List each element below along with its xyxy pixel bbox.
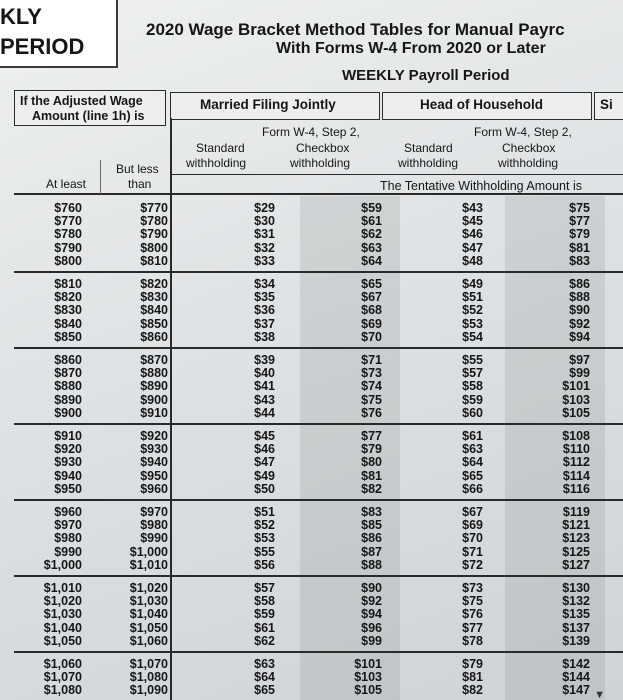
married-checkbox-cell: $69 bbox=[361, 316, 382, 331]
at-least-cell: $1,010 bbox=[43, 581, 82, 595]
table-row bbox=[0, 684, 623, 697]
hoh-standard-cell: $52 bbox=[462, 303, 483, 318]
hoh-form-label: Form W-4, Step 2, bbox=[474, 125, 572, 139]
wage-header-line-2: Amount (line 1h) is bbox=[32, 109, 145, 123]
married-standard-cell: $32 bbox=[254, 240, 275, 255]
but-less-than-cell: $980 bbox=[140, 518, 168, 533]
married-checkbox-cell: $77 bbox=[361, 429, 382, 443]
table-row bbox=[0, 519, 623, 532]
married-standard-cell: $57 bbox=[254, 581, 275, 595]
but-less-than-cell: $770 bbox=[140, 201, 168, 215]
hoh-standard-cell: $81 bbox=[462, 670, 483, 685]
but-less-than-cell: $1,020 bbox=[129, 581, 168, 595]
married-checkbox-cell: $105 bbox=[354, 683, 382, 698]
hoh-checkbox-cell: $123 bbox=[562, 531, 590, 546]
hoh-checkbox-withholding-label: withholding bbox=[498, 156, 559, 170]
but-less-than-cell: $1,090 bbox=[129, 683, 168, 698]
married-standard-cell: $50 bbox=[254, 481, 275, 496]
table-title: 2020 Wage Bracket Method Tables for Manual Payrc bbox=[146, 20, 565, 39]
hoh-standard-cell: $66 bbox=[462, 481, 483, 496]
hoh-standard-cell: $77 bbox=[462, 620, 483, 635]
hoh-standard-cell: $72 bbox=[462, 557, 483, 572]
married-checkbox-cell: $82 bbox=[361, 481, 382, 496]
but-less-than-cell: $1,000 bbox=[129, 544, 168, 559]
hoh-standard-cell: $70 bbox=[462, 531, 483, 546]
hoh-checkbox-cell: $77 bbox=[569, 214, 590, 229]
married-standard-label: Standard bbox=[196, 141, 245, 155]
married-standard-cell: $46 bbox=[254, 442, 275, 457]
table-subtitle: With Forms W-4 From 2020 or Later bbox=[276, 40, 546, 57]
married-checkbox-cell: $63 bbox=[361, 240, 382, 255]
table-row bbox=[0, 394, 623, 407]
married-standard-cell: $30 bbox=[254, 214, 275, 229]
hoh-checkbox-cell: $127 bbox=[562, 557, 590, 572]
married-checkbox-cell: $92 bbox=[361, 594, 382, 609]
married-checkbox-cell: $59 bbox=[361, 201, 382, 215]
hoh-checkbox-cell: $75 bbox=[569, 201, 590, 215]
but-less-than-cell: $890 bbox=[140, 379, 168, 394]
but-less-than-cell: $970 bbox=[140, 505, 168, 519]
but-less-than-cell: $940 bbox=[140, 455, 168, 470]
hoh-checkbox-cell: $99 bbox=[569, 366, 590, 381]
married-checkbox-cell: $79 bbox=[361, 442, 382, 457]
hoh-standard-cell: $49 bbox=[462, 277, 483, 291]
corner-line-1: KLY bbox=[0, 4, 42, 29]
but-less-than-cell: $820 bbox=[140, 277, 168, 291]
but-less-than-cell: $1,010 bbox=[129, 557, 168, 572]
married-checkbox-cell: $88 bbox=[361, 557, 382, 572]
married-checkbox-cell: $75 bbox=[361, 392, 382, 407]
married-standard-cell: $65 bbox=[254, 683, 275, 698]
hoh-standard-cell: $71 bbox=[462, 544, 483, 559]
hoh-checkbox-label: Checkbox bbox=[502, 141, 556, 155]
table-row bbox=[0, 671, 623, 684]
but-less-than-cell: $830 bbox=[140, 290, 168, 305]
married-checkbox-label: Checkbox bbox=[296, 141, 350, 155]
hoh-standard-cell: $75 bbox=[462, 594, 483, 609]
table-row bbox=[0, 278, 623, 291]
payroll-period-title: WEEKLY Payroll Period bbox=[342, 67, 510, 84]
at-least-cell: $830 bbox=[54, 303, 82, 318]
married-checkbox-cell: $94 bbox=[361, 607, 382, 622]
table-row bbox=[0, 546, 623, 559]
at-least-cell: $910 bbox=[54, 429, 82, 443]
hoh-checkbox-cell: $97 bbox=[569, 353, 590, 367]
married-checkbox-cell: $65 bbox=[361, 277, 382, 291]
married-standard-cell: $62 bbox=[254, 633, 275, 648]
married-checkbox-withholding-label: withholding bbox=[290, 156, 351, 170]
at-least-cell: $900 bbox=[54, 405, 82, 420]
married-checkbox-cell: $80 bbox=[361, 455, 382, 470]
but-less-than-cell: $950 bbox=[140, 468, 168, 483]
hoh-standard-cell: $73 bbox=[462, 581, 483, 595]
hoh-checkbox-cell: $110 bbox=[562, 442, 590, 457]
tentative-amount-label: The Tentative Withholding Amount is bbox=[380, 179, 582, 193]
but-less-than-cell: $910 bbox=[140, 405, 168, 420]
married-standard-cell: $55 bbox=[254, 544, 275, 559]
group-divider bbox=[14, 651, 623, 653]
at-least-cell: $840 bbox=[54, 316, 82, 331]
but-less-than-cell: $930 bbox=[140, 442, 168, 457]
hoh-checkbox-cell: $101 bbox=[562, 379, 590, 394]
married-standard-cell: $44 bbox=[254, 405, 275, 420]
at-least-cell: $1,080 bbox=[43, 683, 82, 698]
table-row bbox=[0, 215, 623, 228]
table-row bbox=[0, 255, 623, 268]
table-row bbox=[0, 228, 623, 241]
but-less-than-cell: $1,030 bbox=[129, 594, 168, 609]
but-less-than-cell: $880 bbox=[140, 366, 168, 381]
wage-column-divider bbox=[100, 160, 101, 194]
at-least-cell: $960 bbox=[54, 505, 82, 519]
hoh-standard-cell: $59 bbox=[462, 392, 483, 407]
hoh-standard-cell: $76 bbox=[462, 607, 483, 622]
but-less-than-cell: $900 bbox=[140, 392, 168, 407]
married-checkbox-cell: $74 bbox=[361, 379, 382, 394]
married-standard-cell: $36 bbox=[254, 303, 275, 318]
at-least-label: At least bbox=[46, 177, 87, 191]
scroll-down-icon[interactable]: ▼ bbox=[594, 689, 605, 700]
hoh-checkbox-cell: $125 bbox=[562, 544, 590, 559]
at-least-cell: $890 bbox=[54, 392, 82, 407]
table-row bbox=[0, 622, 623, 635]
married-checkbox-cell: $73 bbox=[361, 366, 382, 381]
hoh-checkbox-cell: $90 bbox=[569, 303, 590, 318]
married-standard-cell: $40 bbox=[254, 366, 275, 381]
at-least-cell: $820 bbox=[54, 290, 82, 305]
hoh-standard-cell: $69 bbox=[462, 518, 483, 533]
married-standard-cell: $63 bbox=[254, 657, 275, 671]
hoh-checkbox-cell: $81 bbox=[569, 240, 590, 255]
married-standard-cell: $45 bbox=[254, 429, 275, 443]
but-less-than-cell: $1,080 bbox=[129, 670, 168, 685]
married-checkbox-cell: $70 bbox=[361, 329, 382, 344]
hoh-standard-cell: $78 bbox=[462, 633, 483, 648]
at-least-cell: $810 bbox=[54, 277, 82, 291]
at-least-cell: $1,030 bbox=[43, 607, 82, 622]
table-row bbox=[0, 443, 623, 456]
table-row bbox=[0, 506, 623, 519]
table-row bbox=[0, 242, 623, 255]
hoh-checkbox-cell: $142 bbox=[562, 657, 590, 671]
hoh-standard-cell: $47 bbox=[462, 240, 483, 255]
married-checkbox-cell: $103 bbox=[354, 670, 382, 685]
but-less-than-cell: $850 bbox=[140, 316, 168, 331]
group-divider bbox=[14, 423, 623, 425]
at-least-cell: $1,050 bbox=[43, 633, 82, 648]
table-row bbox=[0, 367, 623, 380]
group-divider bbox=[14, 347, 623, 349]
married-standard-cell: $51 bbox=[254, 505, 275, 519]
hoh-standard-cell: $48 bbox=[462, 253, 483, 268]
married-checkbox-cell: $90 bbox=[361, 581, 382, 595]
married-standard-cell: $52 bbox=[254, 518, 275, 533]
table-row bbox=[0, 608, 623, 621]
married-checkbox-cell: $85 bbox=[361, 518, 382, 533]
but-less-label: But less bbox=[116, 162, 159, 176]
at-least-cell: $950 bbox=[54, 481, 82, 496]
at-least-cell: $1,060 bbox=[43, 657, 82, 671]
hoh-standard-cell: $45 bbox=[462, 214, 483, 229]
hoh-checkbox-cell: $86 bbox=[569, 277, 590, 291]
hoh-standard-cell: $65 bbox=[462, 468, 483, 483]
at-least-cell: $780 bbox=[54, 227, 82, 242]
at-least-cell: $870 bbox=[54, 366, 82, 381]
but-less-than-cell: $810 bbox=[140, 253, 168, 268]
married-standard-cell: $58 bbox=[254, 594, 275, 609]
hoh-checkbox-cell: $114 bbox=[562, 468, 590, 483]
at-least-cell: $800 bbox=[54, 253, 82, 268]
married-standard-cell: $33 bbox=[254, 253, 275, 268]
at-least-cell: $970 bbox=[54, 518, 82, 533]
hoh-checkbox-cell: $137 bbox=[562, 620, 590, 635]
hoh-checkbox-cell: $147 bbox=[562, 683, 590, 698]
table-row bbox=[0, 304, 623, 317]
hoh-checkbox-cell: $94 bbox=[569, 329, 590, 344]
but-less-than-cell: $860 bbox=[140, 329, 168, 344]
but-less-than-cell: $1,070 bbox=[129, 657, 168, 671]
married-form-label: Form W-4, Step 2, bbox=[262, 125, 360, 139]
hoh-checkbox-cell: $121 bbox=[562, 518, 590, 533]
but-less-than-cell: $990 bbox=[140, 531, 168, 546]
corner-line-2: PERIOD bbox=[0, 34, 85, 59]
table-row bbox=[0, 582, 623, 595]
hoh-checkbox-cell: $112 bbox=[562, 455, 590, 470]
married-standard-cell: $49 bbox=[254, 468, 275, 483]
hoh-standard-cell: $57 bbox=[462, 366, 483, 381]
hoh-checkbox-cell: $135 bbox=[562, 607, 590, 622]
table-row bbox=[0, 658, 623, 671]
at-least-cell: $760 bbox=[54, 201, 82, 215]
but-less-than-cell: $790 bbox=[140, 227, 168, 242]
married-standard-cell: $64 bbox=[254, 670, 275, 685]
table-row bbox=[0, 291, 623, 304]
table-row bbox=[0, 559, 623, 572]
at-least-cell: $930 bbox=[54, 455, 82, 470]
table-row bbox=[0, 407, 623, 420]
but-less-than-cell: $870 bbox=[140, 353, 168, 367]
but-less-than-cell: $840 bbox=[140, 303, 168, 318]
married-checkbox-cell: $81 bbox=[361, 468, 382, 483]
married-standard-cell: $41 bbox=[254, 379, 275, 394]
married-checkbox-cell: $86 bbox=[361, 531, 382, 546]
hoh-checkbox-cell: $144 bbox=[562, 670, 590, 685]
head-of-household-label: Head of Household bbox=[420, 97, 544, 112]
table-row bbox=[0, 635, 623, 648]
but-less-than-cell: $1,050 bbox=[129, 620, 168, 635]
married-standard-cell: $29 bbox=[254, 201, 275, 215]
hoh-standard-cell: $64 bbox=[462, 455, 483, 470]
married-checkbox-cell: $99 bbox=[361, 633, 382, 648]
married-standard-cell: $56 bbox=[254, 557, 275, 572]
group-divider bbox=[14, 575, 623, 577]
wage-header-line-1: If the Adjusted Wage bbox=[20, 94, 143, 108]
hoh-standard-cell: $46 bbox=[462, 227, 483, 242]
hoh-standard-cell: $54 bbox=[462, 329, 483, 344]
hoh-checkbox-cell: $132 bbox=[562, 594, 590, 609]
hoh-checkbox-cell: $119 bbox=[562, 505, 590, 519]
hoh-standard-cell: $79 bbox=[462, 657, 483, 671]
hoh-checkbox-cell: $79 bbox=[569, 227, 590, 242]
header-divider bbox=[14, 193, 623, 195]
married-header-label: Married Filing Jointly bbox=[200, 97, 336, 112]
hoh-standard-cell: $67 bbox=[462, 505, 483, 519]
at-least-cell: $790 bbox=[54, 240, 82, 255]
married-standard-cell: $31 bbox=[254, 227, 275, 242]
but-less-than-cell: $960 bbox=[140, 481, 168, 496]
married-checkbox-cell: $67 bbox=[361, 290, 382, 305]
than-label: than bbox=[128, 177, 152, 191]
but-less-than-cell: $780 bbox=[140, 214, 168, 229]
hoh-standard-cell: $63 bbox=[462, 442, 483, 457]
married-standard-cell: $35 bbox=[254, 290, 275, 305]
hoh-checkbox-cell: $108 bbox=[562, 429, 590, 443]
hoh-standard-cell: $43 bbox=[462, 201, 483, 215]
table-row bbox=[0, 380, 623, 393]
single-header-label: Si bbox=[600, 97, 613, 112]
table-row bbox=[0, 532, 623, 545]
table-row bbox=[0, 354, 623, 367]
hoh-standard-cell: $55 bbox=[462, 353, 483, 367]
hoh-standard-cell: $61 bbox=[462, 429, 483, 443]
married-standard-cell: $53 bbox=[254, 531, 275, 546]
married-standard-cell: $59 bbox=[254, 607, 275, 622]
married-checkbox-cell: $87 bbox=[361, 544, 382, 559]
married-standard-cell: $34 bbox=[254, 277, 275, 291]
table-row bbox=[0, 456, 623, 469]
hoh-checkbox-cell: $92 bbox=[569, 316, 590, 331]
group-divider bbox=[14, 499, 623, 501]
at-least-cell: $940 bbox=[54, 468, 82, 483]
table-row bbox=[0, 430, 623, 443]
hoh-checkbox-cell: $116 bbox=[562, 481, 590, 496]
hoh-checkbox-cell: $105 bbox=[562, 405, 590, 420]
hoh-standard-cell: $51 bbox=[462, 290, 483, 305]
married-checkbox-cell: $68 bbox=[361, 303, 382, 318]
group-divider bbox=[14, 271, 623, 273]
but-less-than-cell: $1,040 bbox=[129, 607, 168, 622]
married-checkbox-cell: $83 bbox=[361, 505, 382, 519]
at-least-cell: $920 bbox=[54, 442, 82, 457]
at-least-cell: $850 bbox=[54, 329, 82, 344]
previous-page-title-fragment bbox=[0, 0, 118, 68]
married-checkbox-cell: $71 bbox=[361, 353, 382, 367]
married-checkbox-cell: $61 bbox=[361, 214, 382, 229]
table-row bbox=[0, 331, 623, 344]
at-least-cell: $1,020 bbox=[43, 594, 82, 609]
hoh-withholding-label: withholding bbox=[398, 156, 459, 170]
hoh-checkbox-cell: $103 bbox=[562, 392, 590, 407]
married-standard-cell: $38 bbox=[254, 329, 275, 344]
at-least-cell: $860 bbox=[54, 353, 82, 367]
married-standard-cell: $43 bbox=[254, 392, 275, 407]
married-standard-cell: $47 bbox=[254, 455, 275, 470]
table-row bbox=[0, 318, 623, 331]
table-row bbox=[0, 470, 623, 483]
married-standard-cell: $61 bbox=[254, 620, 275, 635]
married-standard-cell: $37 bbox=[254, 316, 275, 331]
at-least-cell: $1,040 bbox=[43, 620, 82, 635]
at-least-cell: $770 bbox=[54, 214, 82, 229]
hoh-checkbox-cell: $130 bbox=[562, 581, 590, 595]
table-row bbox=[0, 595, 623, 608]
at-least-cell: $1,000 bbox=[43, 557, 82, 572]
but-less-than-cell: $1,060 bbox=[129, 633, 168, 648]
married-checkbox-cell: $62 bbox=[361, 227, 382, 242]
hoh-standard-cell: $82 bbox=[462, 683, 483, 698]
hoh-checkbox-cell: $83 bbox=[569, 253, 590, 268]
subheader-divider bbox=[170, 174, 623, 175]
married-checkbox-cell: $101 bbox=[354, 657, 382, 671]
but-less-than-cell: $920 bbox=[140, 429, 168, 443]
table-row bbox=[0, 202, 623, 215]
hoh-standard-cell: $60 bbox=[462, 405, 483, 420]
at-least-cell: $980 bbox=[54, 531, 82, 546]
married-standard-cell: $39 bbox=[254, 353, 275, 367]
hoh-standard-cell: $53 bbox=[462, 316, 483, 331]
hoh-checkbox-cell: $88 bbox=[569, 290, 590, 305]
hoh-standard-cell: $58 bbox=[462, 379, 483, 394]
hoh-standard-label: Standard bbox=[404, 141, 453, 155]
married-withholding-label: withholding bbox=[186, 156, 247, 170]
hoh-checkbox-cell: $139 bbox=[562, 633, 590, 648]
at-least-cell: $990 bbox=[54, 544, 82, 559]
married-checkbox-cell: $96 bbox=[361, 620, 382, 635]
at-least-cell: $1,070 bbox=[43, 670, 82, 685]
table-row bbox=[0, 483, 623, 496]
but-less-than-cell: $800 bbox=[140, 240, 168, 255]
at-least-cell: $880 bbox=[54, 379, 82, 394]
married-checkbox-cell: $76 bbox=[361, 405, 382, 420]
married-checkbox-cell: $64 bbox=[361, 253, 382, 268]
